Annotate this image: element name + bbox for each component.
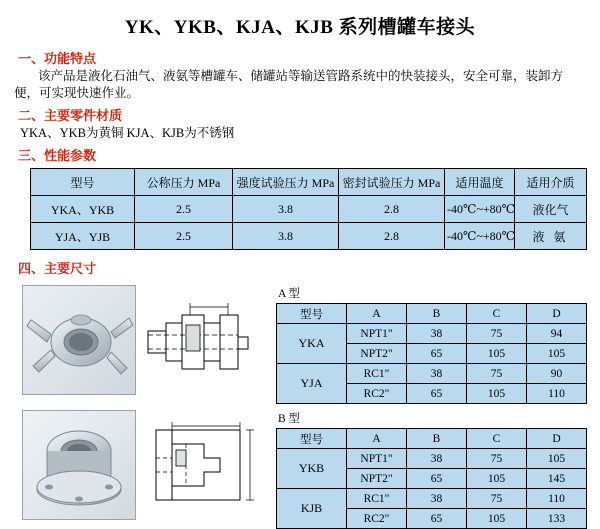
cell-d: 105 — [527, 344, 587, 364]
performance-table — [30, 168, 587, 250]
cell-a: NPT2" — [347, 344, 407, 364]
cell-b: 38 — [407, 449, 467, 469]
cell-a: RC2" — [347, 509, 407, 529]
cell-d: 90 — [527, 364, 587, 384]
cell-d: 145 — [527, 469, 587, 489]
cell-b: 65 — [407, 344, 467, 364]
col-header-temperature: 适用温度 — [445, 169, 515, 196]
cell-a: NPT1" — [347, 324, 407, 344]
cell-d: 133 — [527, 509, 587, 529]
cell-model: KJB — [277, 489, 347, 529]
dimension-table-b — [276, 428, 587, 529]
cell-b: 38 — [407, 324, 467, 344]
cell-c: 75 — [467, 489, 527, 509]
dimension-block-a — [22, 285, 600, 404]
table-row — [31, 196, 587, 223]
cell-b: 65 — [407, 509, 467, 529]
table-header-row — [277, 304, 587, 324]
product-photo-b — [22, 410, 136, 520]
table-row — [31, 223, 587, 250]
col-header-model: 型号 — [277, 429, 347, 449]
cell-d: 94 — [527, 324, 587, 344]
col-header-c: C — [467, 429, 527, 449]
cell-c: 105 — [467, 469, 527, 489]
section-heading-performance: 三、性能参数 — [18, 148, 97, 163]
cell-model: YJA、YJB — [31, 223, 135, 250]
cell-strength-test-pressure: 3.8 — [233, 223, 339, 250]
cell-temperature: -40℃~+80℃ — [445, 223, 515, 250]
section-heading-dimensions: 四、主要尺寸 — [18, 261, 97, 276]
cell-model: YKA、YKB — [31, 196, 135, 223]
cell-seal-test-pressure: 2.8 — [339, 196, 445, 223]
type-label-b: B 型 — [278, 413, 301, 425]
cell-nominal-pressure: 2.5 — [135, 223, 233, 250]
section-body-materials: YKA、YKB为黄铜 KJA、KJB为不锈钢 — [20, 126, 235, 140]
cell-d: 105 — [527, 449, 587, 469]
cell-medium: 液化气 — [515, 196, 587, 223]
table-row — [277, 364, 587, 384]
technical-drawing-a — [142, 285, 264, 393]
col-header-b: B — [407, 304, 467, 324]
product-photo-a — [22, 285, 136, 395]
col-header-model: 型号 — [277, 304, 347, 324]
cell-a: NPT1" — [347, 449, 407, 469]
cell-c: 75 — [467, 324, 527, 344]
col-header-a: A — [347, 429, 407, 449]
col-header-c: C — [467, 304, 527, 324]
col-header-strength-test-pressure: 强度试验压力 MPa — [233, 169, 339, 196]
cell-b: 65 — [407, 384, 467, 404]
section-heading-materials: 二、主要零件材质 — [18, 108, 123, 123]
cell-b: 38 — [407, 489, 467, 509]
cell-a: NPT2" — [347, 469, 407, 489]
technical-drawing-b — [142, 410, 264, 518]
cell-temperature: -40℃~+80℃ — [445, 196, 515, 223]
table-row — [277, 449, 587, 469]
dimension-table-a-wrap — [276, 285, 600, 404]
cell-a: RC2" — [347, 384, 407, 404]
section-body-features: 该产品是液化石油气、液氨等槽罐车、储罐站等输送管路系统中的快装接头，安全可靠，装卸方便，可实现快速作业。 — [14, 69, 564, 100]
cell-nominal-pressure: 2.5 — [135, 196, 233, 223]
cell-medium: 液 氨 — [515, 223, 587, 250]
cell-model: YKA — [277, 324, 347, 364]
cell-c: 105 — [467, 384, 527, 404]
dimensions-area — [0, 285, 600, 529]
section-heading-features: 一、功能特点 — [18, 51, 97, 66]
table-header-row — [31, 169, 587, 196]
col-header-seal-test-pressure: 密封试验压力 MPa — [339, 169, 445, 196]
cell-c: 75 — [467, 449, 527, 469]
col-header-b: B — [407, 429, 467, 449]
dimension-table-b-wrap — [276, 410, 600, 529]
dimension-block-b — [22, 410, 600, 529]
col-header-medium: 适用介质 — [515, 169, 587, 196]
table-row — [277, 489, 587, 509]
col-header-a: A — [347, 304, 407, 324]
col-header-model: 型号 — [31, 169, 135, 196]
cell-strength-test-pressure: 3.8 — [233, 196, 339, 223]
cell-model: YJA — [277, 364, 347, 404]
cell-a: RC1" — [347, 364, 407, 384]
cell-c: 105 — [467, 509, 527, 529]
cell-model: YKB — [277, 449, 347, 489]
type-label-a: A 型 — [278, 288, 301, 300]
cell-c: 105 — [467, 344, 527, 364]
cell-d: 110 — [527, 489, 587, 509]
col-header-d: D — [527, 429, 587, 449]
col-header-nominal-pressure: 公称压力 MPa — [135, 169, 233, 196]
dimension-table-a — [276, 303, 587, 404]
col-header-d: D — [527, 304, 587, 324]
table-header-row — [277, 429, 587, 449]
table-row — [277, 324, 587, 344]
page-title: YK、YKB、KJA、KJB 系列槽罐车接头 — [124, 17, 476, 38]
cell-b: 65 — [407, 469, 467, 489]
cell-a: RC1" — [347, 489, 407, 509]
cell-seal-test-pressure: 2.8 — [339, 223, 445, 250]
cell-c: 75 — [467, 364, 527, 384]
cell-d: 110 — [527, 384, 587, 404]
cell-b: 38 — [407, 364, 467, 384]
